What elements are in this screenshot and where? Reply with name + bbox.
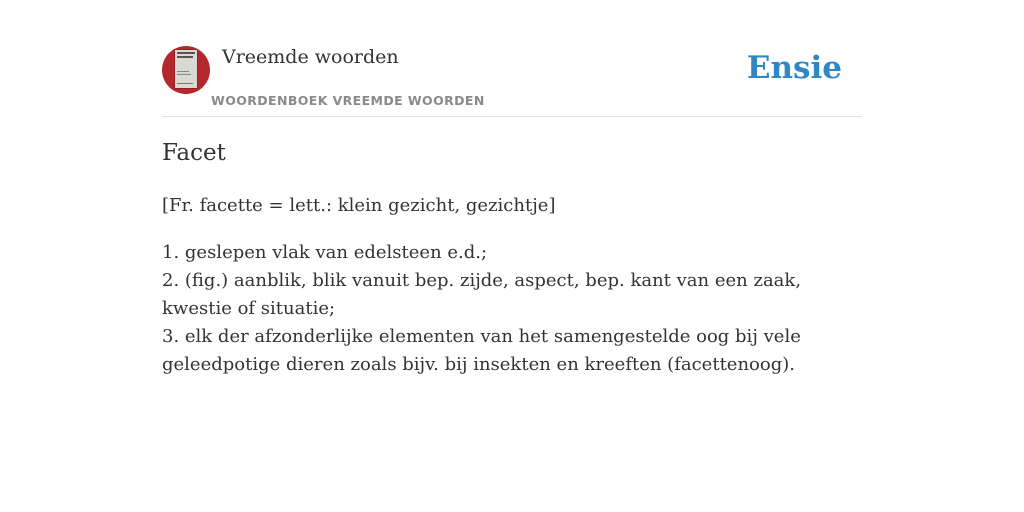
entry-title: Facet: [162, 140, 226, 166]
definitions: [162, 239, 862, 379]
entry-card: [162, 0, 862, 375]
brand-logo-link[interactable]: Ensie: [746, 50, 842, 86]
dictionary-subtitle: WOORDENBOEK VREEMDE WOORDEN: [211, 93, 485, 108]
definition-item: 1. geslepen vlak van edelsteen e.d.;: [162, 242, 488, 263]
etymology: [Fr. facette = lett.: klein gezicht, gezichtje]: [162, 195, 556, 216]
book-cover: [174, 49, 198, 89]
header: [162, 0, 862, 117]
definition-item: 3. elk der afzonderlijke elementen van het samengestelde oog bij vele geleedpotige dieren zoals bijv. bij insekten en kreeften (facettenoog).: [162, 326, 801, 375]
definition-item: 2. (fig.) aanblik, blik vanuit bep. zijde, aspect, bep. kant van een zaak, kwestie of situatie;: [162, 270, 802, 319]
dictionary-title[interactable]: Vreemde woorden: [222, 46, 399, 68]
book-cover-icon[interactable]: [162, 46, 210, 94]
